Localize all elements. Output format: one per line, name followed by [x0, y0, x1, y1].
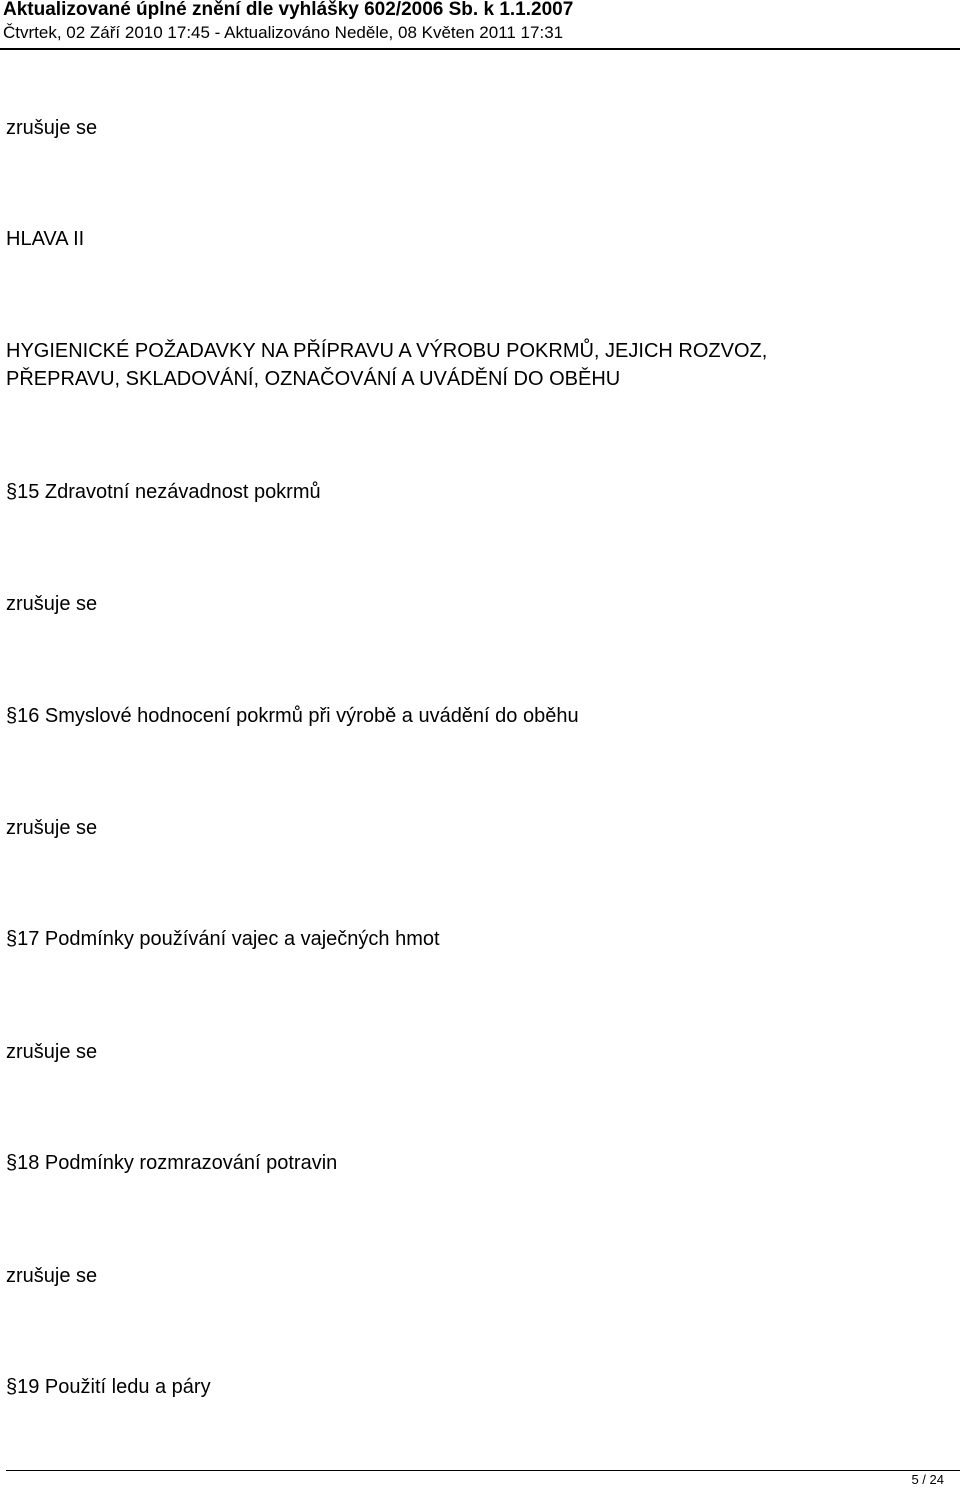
document-timestamps: Čtvrtek, 02 Září 2010 17:45 - Aktualizováno Neděle, 08 Květen 2011 17:31 — [3, 23, 564, 42]
section-heading-15: §15 Zdravotní nezávadnost pokrmů — [6, 481, 321, 503]
section-status-18: zrušuje se — [6, 1265, 98, 1287]
page-header — [0, 0, 960, 50]
repealed-note: zrušuje se — [6, 117, 98, 139]
chapter-heading: HLAVA II — [6, 228, 85, 250]
section-heading-17: §17 Podmínky používání vajec a vaječných hmot — [6, 928, 440, 950]
chapter-title-line-2: PŘEPRAVU, SKLADOVÁNÍ, OZNAČOVÁNÍ A UVÁDĚNÍ DO OBĚHU — [6, 368, 621, 390]
section-status-15: zrušuje se — [6, 593, 98, 615]
header-divider — [0, 48, 960, 50]
page-number: 5 / 24 — [911, 1472, 944, 1487]
section-heading-19: §19 Použití ledu a páry — [6, 1376, 211, 1398]
document-title: Aktualizované úplné znění dle vyhlášky 602/2006 Sb. k 1.1.2007 — [3, 0, 574, 20]
section-status-17: zrušuje se — [6, 1041, 98, 1063]
section-heading-16: §16 Smyslové hodnocení pokrmů při výrobě a uvádění do oběhu — [6, 705, 579, 727]
chapter-title-line-1: HYGIENICKÉ POŽADAVKY NA PŘÍPRAVU A VÝROBU POKRMŮ, JEJICH ROZVOZ, — [6, 340, 768, 362]
section-heading-18: §18 Podmínky rozmrazování potravin — [6, 1152, 338, 1174]
footer-divider — [6, 1470, 960, 1471]
section-status-16: zrušuje se — [6, 817, 98, 839]
